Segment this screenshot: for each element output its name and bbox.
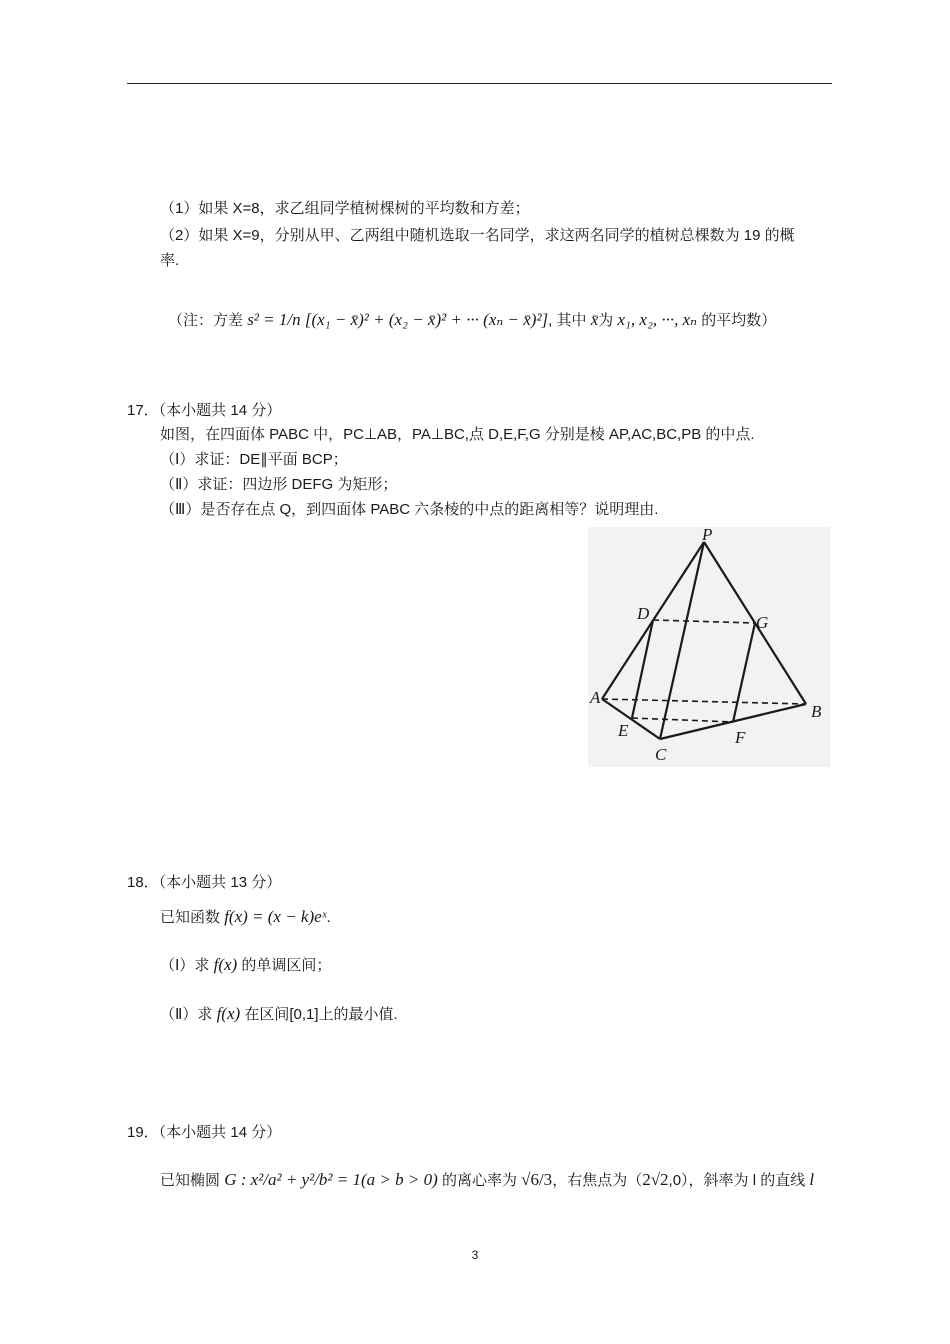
- q18-part2-prefix: （Ⅱ）求: [160, 1006, 213, 1023]
- q18-intro: [160, 907, 331, 928]
- q18-function: f(x) = (x − k)eˣ: [224, 907, 327, 926]
- q18-part2-func: f(x): [216, 1004, 241, 1023]
- q18-intro-end: .: [326, 909, 331, 926]
- q19-focus-end: ,0），斜率为 l 的直线: [668, 1172, 806, 1189]
- note-for: 为: [598, 312, 614, 329]
- q19-ecc-value: √6/3: [521, 1170, 553, 1189]
- q19-ecc-text: 的离心率为: [441, 1172, 517, 1189]
- q19-ellipse: G : x²/a² + y²/b² = 1(a > b > 0): [224, 1170, 438, 1189]
- q16-note: [168, 310, 776, 331]
- q17-intro: 如图，在四面体 PABC 中，PC⊥AB，PA⊥BC,点 D,E,F,G 分别是棱 AP,AC,BC,PB 的中点.: [160, 426, 755, 443]
- q18-part1-suffix: 的单调区间；: [241, 957, 332, 974]
- q19-focus-value: 2√2: [642, 1170, 669, 1189]
- q17-part2: （Ⅱ）求证：四边形 DEFG 为矩形；: [160, 476, 398, 493]
- q16-part2-line1: （2）如果 X=9，分别从甲、乙两组中随机选取一名同学，求这两名同学的植树总棵数为 19 的概: [160, 227, 795, 244]
- note-vars: x₁, x₂, ···, xₙ: [617, 310, 698, 329]
- q17-part3: （Ⅲ）是否存在点 Q，到四面体 PABC 六条棱的中点的距离相等？说明理由.: [160, 501, 659, 518]
- note-suffix: 的平均数）: [701, 312, 777, 329]
- q19-header: 19．（本小题共 14 分）: [127, 1124, 282, 1141]
- q19-line-var: l: [809, 1170, 815, 1189]
- label-D: D: [637, 604, 650, 623]
- q17-header: 17．（本小题共 14 分）: [127, 402, 282, 419]
- q19-intro-text: 已知椭圆: [160, 1172, 221, 1189]
- q18-intro-text: 已知函数: [160, 909, 221, 926]
- tetrahedron-figure: [588, 527, 830, 767]
- q18-header: 18．（本小题共 13 分）: [127, 874, 282, 891]
- q19-intro: [160, 1170, 814, 1191]
- header-rule: [127, 83, 832, 84]
- q18-part1: [160, 955, 331, 976]
- q16-part1: （1）如果 X=8，求乙组同学植树棵树的平均数和方差；: [160, 200, 530, 217]
- q17-part1: （Ⅰ）求证：DE∥平面 BCP；: [160, 451, 348, 468]
- q18-part2-suffix: 在区间[0,1]上的最小值.: [244, 1006, 398, 1023]
- label-E: E: [618, 721, 629, 740]
- label-G: G: [756, 613, 769, 632]
- page-number: 3: [471, 1248, 479, 1262]
- label-B: B: [811, 702, 822, 721]
- label-C: C: [655, 745, 667, 764]
- variance-formula: s² = 1/n [(x₁ − x̄)² + (x₂ − x̄)² + ··· (xₙ − x̄)²]: [247, 310, 549, 329]
- label-A: A: [590, 688, 601, 707]
- note-mid: , 其中: [548, 312, 587, 329]
- note-xbar: x̄: [590, 310, 599, 329]
- q19-focus-text: ，右焦点为（: [552, 1172, 643, 1189]
- q18-part2: [160, 1004, 398, 1025]
- label-P: P: [702, 527, 713, 544]
- note-prefix: （注：方差: [168, 312, 244, 329]
- q18-part1-func: f(x): [213, 955, 238, 974]
- q18-part1-prefix: （Ⅰ）求: [160, 957, 210, 974]
- q16-part2-line2: 率.: [160, 252, 180, 269]
- label-F: F: [735, 728, 746, 747]
